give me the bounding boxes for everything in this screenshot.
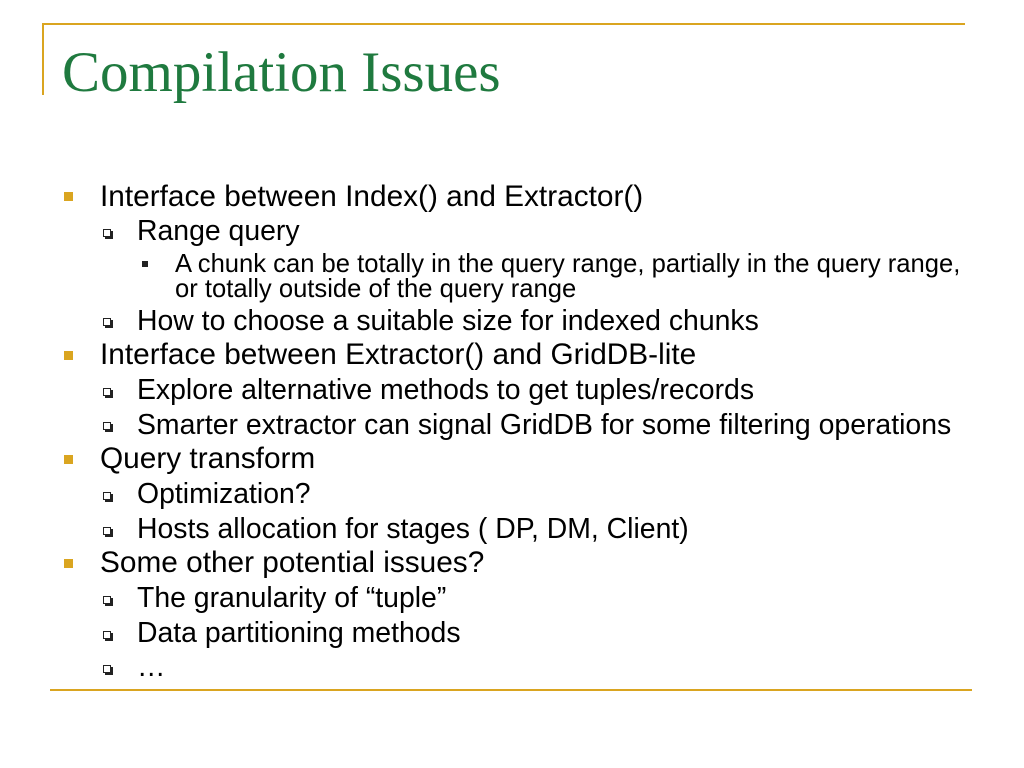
top-border-line [42, 23, 965, 25]
sub-bullet-text: The granularity of “tuple” [137, 582, 447, 615]
sub-bullet-item [0, 371, 1024, 406]
square-bullet-icon [64, 455, 73, 464]
shadowed-box-bullet-icon [103, 631, 111, 639]
square-bullet-icon [64, 351, 73, 360]
shadowed-box-bullet-icon [103, 527, 111, 535]
shadowed-box-bullet-icon [103, 318, 111, 326]
bottom-border-line [50, 689, 972, 691]
shadowed-box-bullet-icon [103, 492, 111, 500]
sub-bullet-item [0, 614, 1024, 649]
sub-bullet-item [0, 510, 1024, 545]
sub-bullet-item [0, 213, 1024, 248]
bullet-item [0, 441, 1024, 476]
square-bullet-icon [64, 192, 73, 201]
shadowed-box-bullet-icon [103, 229, 111, 237]
bullet-text: Query transform [100, 442, 316, 476]
bullet-list [0, 178, 1024, 683]
bullet-text: Interface between Extractor() and GridDB-lite [100, 338, 697, 372]
bullet-item [0, 545, 1024, 580]
sub-bullet-text: … [137, 651, 166, 684]
small-square-bullet-icon [142, 261, 148, 267]
shadowed-box-bullet-icon [103, 388, 111, 396]
bullet-text: Interface between Index() and Extractor() [100, 179, 644, 213]
shadowed-box-bullet-icon [103, 596, 111, 604]
sub-bullet-text: Explore alternative methods to get tuples/records [137, 373, 755, 406]
sub-bullet-item [0, 406, 1024, 441]
sub-bullet-item [0, 649, 1024, 684]
sub-bullet-text: Hosts allocation for stages ( DP, DM, Client) [137, 512, 689, 545]
sub-bullet-text: Range query [137, 215, 300, 248]
square-bullet-icon [64, 559, 73, 568]
sub-sub-bullet-item [0, 247, 1024, 302]
slide-title: Compilation Issues [62, 41, 501, 104]
sub-bullet-text: How to choose a suitable size for indexed chunks [137, 304, 759, 337]
shadowed-box-bullet-icon [103, 665, 111, 673]
left-border-line [42, 23, 44, 95]
sub-bullet-item [0, 475, 1024, 510]
sub-bullet-text: Optimization? [137, 478, 311, 510]
sub-sub-bullet-text: A chunk can be totally in the query range, partially in the query range, or totally outside of the query range [175, 249, 961, 303]
shadowed-box-bullet-icon [103, 422, 111, 430]
sub-bullet-text: Data partitioning methods [137, 616, 461, 649]
bullet-text: Some other potential issues? [100, 546, 485, 580]
sub-bullet-item [0, 579, 1024, 614]
bullet-item [0, 337, 1024, 372]
sub-bullet-text: Smarter extractor can signal GridDB for some filtering operations [137, 408, 952, 441]
sub-bullet-item [0, 302, 1024, 337]
bullet-item [0, 178, 1024, 213]
